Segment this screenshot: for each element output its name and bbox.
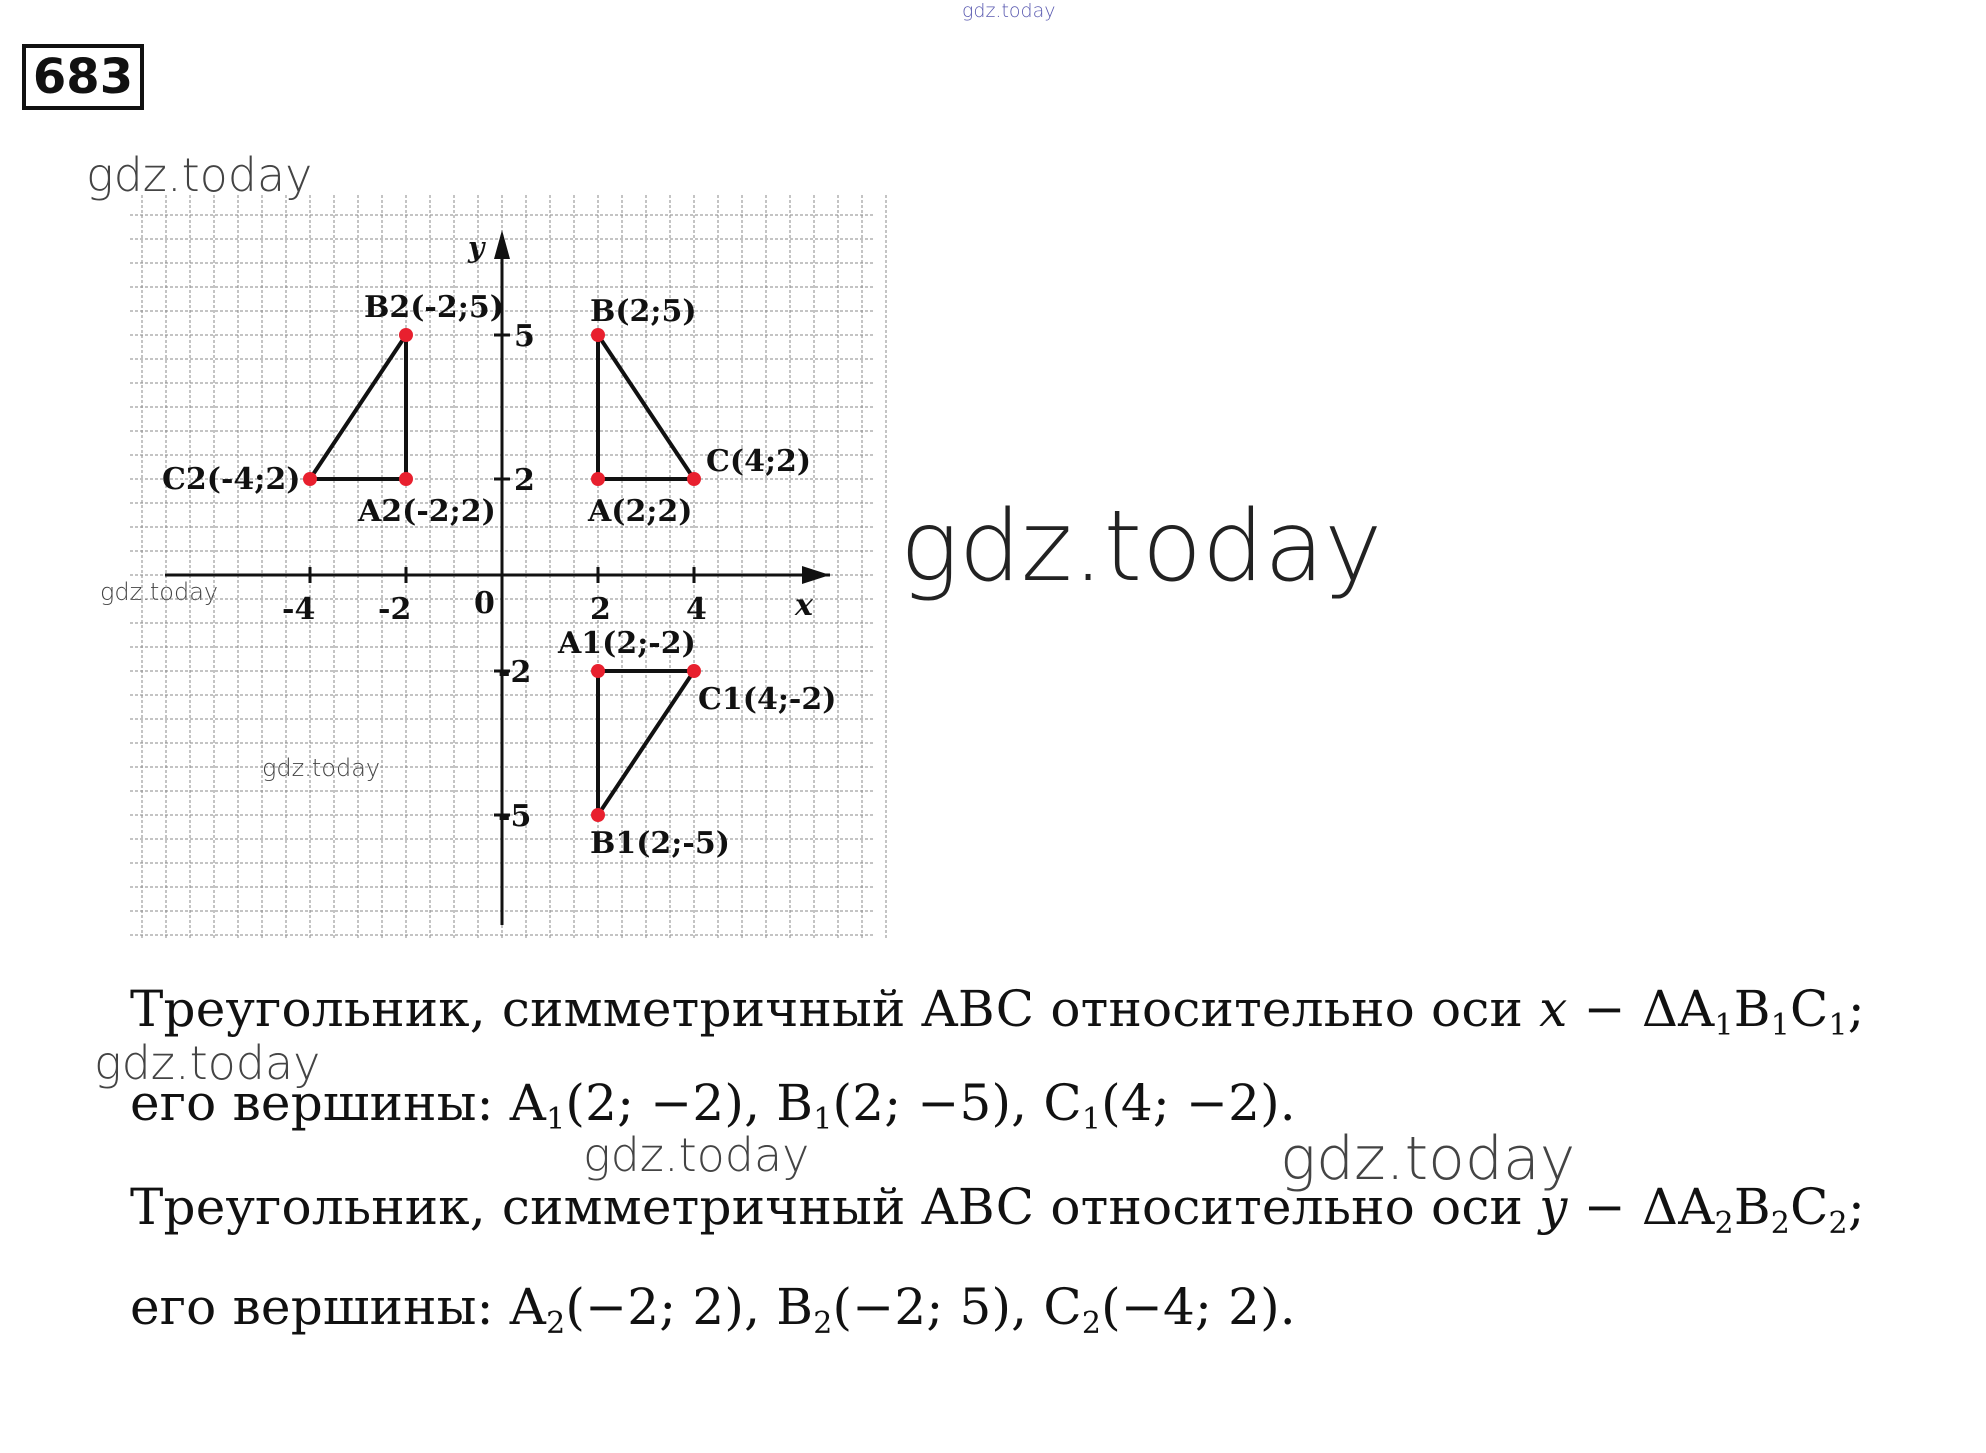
problem-number: 683 <box>22 44 144 110</box>
watermark-text-left: gdz.today <box>94 1036 321 1090</box>
x-tick-label: -2 <box>378 592 412 627</box>
y-axis-label: y <box>468 231 485 264</box>
point-label-b: B(2;5) <box>590 294 697 329</box>
text-line-4: его вершины: $A_2(-2$; 2), $B_2(-2$; 5), $C_2(-4$; 2). <box>130 1278 1296 1341</box>
point-label-b1: B1(2;-5) <box>590 826 730 861</box>
point-label-a1: A1(2;-2) <box>558 626 696 661</box>
point-label-c: C(4;2) <box>706 444 812 479</box>
watermark-text-center: gdz.today <box>583 1128 810 1182</box>
vertex-point <box>591 472 605 486</box>
x-axis-arrow <box>802 566 830 584</box>
vertex-point <box>399 472 413 486</box>
vertex-point <box>687 664 701 678</box>
vertex-point <box>687 472 701 486</box>
point-label-b2: B2(-2;5) <box>364 290 504 325</box>
x-axis-label: x <box>795 588 813 623</box>
point-label-c1: C1(4;-2) <box>698 682 837 717</box>
vertex-point <box>591 808 605 822</box>
line3-suffix: − ΔA <box>1567 1178 1715 1236</box>
x-tick-label: 4 <box>686 592 707 627</box>
line1-prefix: Треугольник, симметричный ABC относительно оси <box>130 980 1540 1038</box>
text-line-3: Треугольник, симметричный ABC относительно оси $y - \Delta A_2B_2C_2$; <box>130 1178 1865 1241</box>
y-axis-arrow <box>494 230 510 259</box>
watermark-upper-left: gdz.today <box>86 148 313 202</box>
y-tick-label: 5 <box>514 319 535 354</box>
point-label-a: A(2;2) <box>588 494 693 529</box>
point-label-a2: A2(-2;2) <box>358 494 496 529</box>
line1-axis: x <box>1539 980 1568 1038</box>
origin-label: 0 <box>474 586 495 621</box>
line2-prefix: его вершины: A <box>130 1074 547 1132</box>
y-tick-label: 2 <box>514 463 535 498</box>
coordinate-plot <box>130 195 900 955</box>
x-tick-label: 2 <box>590 592 611 627</box>
x-tick-label: -4 <box>282 592 316 627</box>
point-label-c2: C2(-4;2) <box>162 462 301 497</box>
y-tick-label: -2 <box>498 655 532 690</box>
watermark-top: gdz.today <box>962 0 1056 22</box>
line1-suffix: − ΔA <box>1567 980 1715 1038</box>
line4-prefix: его вершины: A <box>130 1278 547 1336</box>
vertex-point <box>399 328 413 342</box>
vertex-point <box>591 664 605 678</box>
watermark-left: gdz.today <box>100 578 219 606</box>
watermark-grid: gdz.today <box>262 754 381 782</box>
vertex-point <box>591 328 605 342</box>
text-line-1: Треугольник, симметричный ABC относительно оси $x - \Delta A_1B_1C_1$; <box>130 980 1865 1043</box>
line3-prefix: Треугольник, симметричный ABC относительно оси <box>130 1178 1540 1236</box>
line3-axis: y <box>1539 1178 1568 1236</box>
text-line-2: его вершины: $A_1(2$; −2), $B_1(2$; −5), $C_1(4$; −2). <box>130 1074 1296 1137</box>
y-tick-label: -5 <box>498 799 532 834</box>
watermark-large: gdz.today <box>900 490 1383 604</box>
watermark-text-right: gdz.today <box>1280 1124 1576 1194</box>
vertex-point <box>303 472 317 486</box>
